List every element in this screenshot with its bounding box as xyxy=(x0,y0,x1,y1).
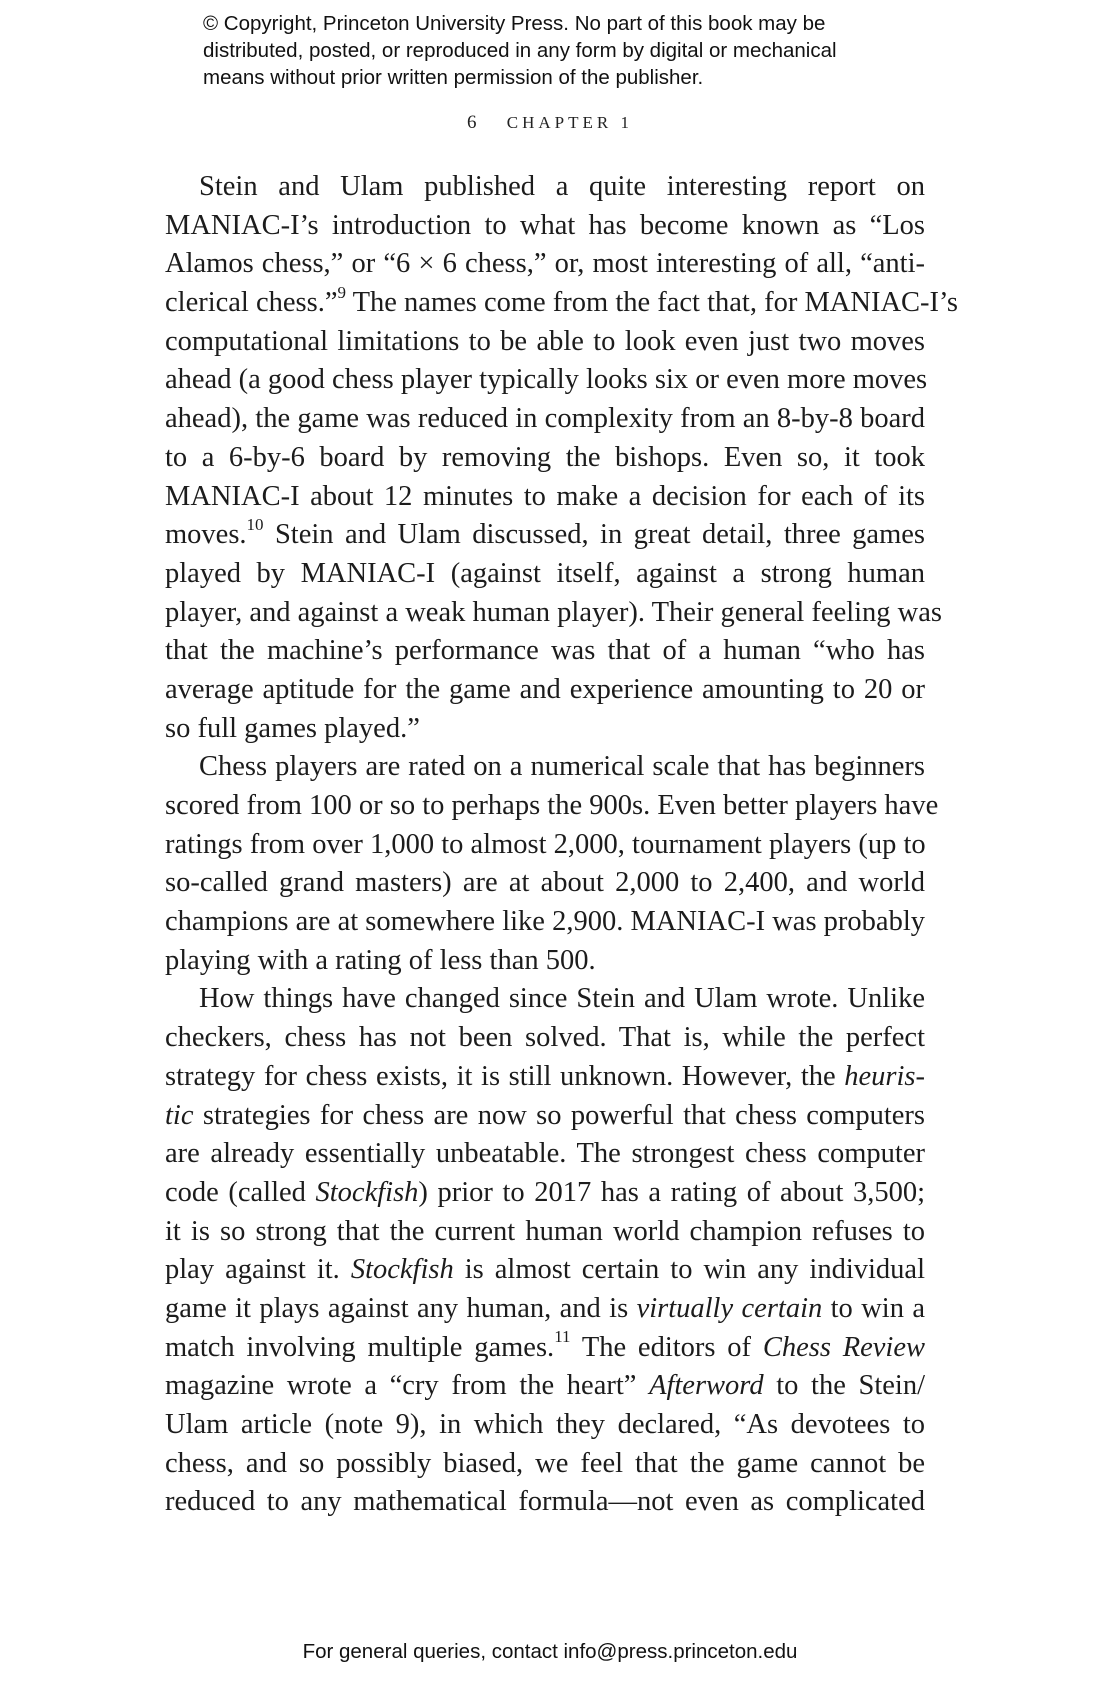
text-line xyxy=(165,1174,925,1213)
text-line xyxy=(165,1445,925,1484)
text-line xyxy=(165,903,925,942)
italic-text: virtually certain xyxy=(636,1292,823,1324)
text-run: that the machine’s performance was that of a human “who has xyxy=(165,635,925,667)
text-line xyxy=(165,826,925,865)
text-run: ahead (a good chess player typically looks six or even more moves xyxy=(165,364,928,396)
copyright-notice xyxy=(203,10,923,91)
text-run: play against it. xyxy=(165,1254,351,1286)
text-run: Ulam article (note 9), in which they declared, “As devotees to xyxy=(165,1409,925,1440)
text-line xyxy=(165,1019,925,1058)
text-line xyxy=(165,864,925,903)
copyright-line: © Copyright, Princeton University Press. No part of this book may be xyxy=(203,12,826,35)
text-run: Chess players are rated on a numerical scale that has beginners xyxy=(199,751,925,783)
copyright-line: means without prior written permission of the publisher. xyxy=(203,66,704,89)
text-run: strategy for chess exists, it is still unknown. However, the xyxy=(165,1060,845,1092)
text-run: checkers, chess has not been solved. That is, while the perfect xyxy=(165,1022,925,1054)
text-line xyxy=(165,748,925,787)
text-line xyxy=(165,1483,925,1522)
text-run: The names come from the fact that, for MANIAC-I’s xyxy=(345,287,959,319)
text-line xyxy=(165,1251,925,1290)
text-line xyxy=(165,710,925,749)
text-run: are already essentially unbeatable. The strongest chess computer xyxy=(165,1138,925,1170)
text-run: ratings from over 1,000 to almost 2,000, tournament players (up to xyxy=(165,828,926,860)
text-line xyxy=(165,671,925,710)
text-line xyxy=(165,787,939,826)
text-run: champions are at somewhere like 2,900. MANIAC-I was probably xyxy=(165,906,925,938)
chapter-title: CHAPTER 1 xyxy=(506,113,633,132)
text-run: it is so strong that the current human world champion refuses to xyxy=(165,1215,925,1247)
text-run: is almost certain to win any individual xyxy=(453,1254,925,1286)
text-run: average aptitude for the game and experience amounting to 20 or xyxy=(165,673,925,705)
text-line xyxy=(165,942,925,981)
text-run: Stein and Ulam discussed, in great detail, three games xyxy=(263,519,925,551)
text-run: reduced to any mathematical formula—not even as complicated xyxy=(165,1486,925,1518)
footnote-ref: 9 xyxy=(337,282,346,302)
text-run: computational limitations to be able to look even just two moves xyxy=(165,325,925,357)
italic-text: Afterword xyxy=(649,1370,764,1402)
text-line xyxy=(165,207,925,246)
text-run: Alamos chess,” or “6 × 6 chess,” or, most interesting of all, “anti- xyxy=(165,248,925,280)
text-run: ) prior to 2017 has a rating of about 3,500; xyxy=(418,1176,926,1208)
text-line xyxy=(165,168,925,207)
text-run: MANIAC-I’s introduction to what has become known as “Los xyxy=(165,209,925,241)
text-line xyxy=(165,400,925,439)
text-run: match involving multiple games. xyxy=(165,1331,555,1363)
footnote-ref: 11 xyxy=(554,1327,571,1347)
italic-text: Chess Review xyxy=(762,1331,925,1363)
text-line xyxy=(165,1097,925,1136)
text-run: playing with a rating of less than 500. xyxy=(165,944,596,976)
text-line xyxy=(165,1290,925,1329)
text-run: game it plays against any human, and is xyxy=(165,1292,637,1324)
text-line xyxy=(165,632,925,671)
running-head xyxy=(0,112,1100,134)
footer-contact: For general queries, contact info@press.princeton.edu xyxy=(302,1640,798,1663)
text-run: moves. xyxy=(165,519,247,551)
text-run: scored from 100 or so to perhaps the 900s. Even better players have xyxy=(165,790,939,821)
text-line xyxy=(165,323,925,362)
text-run: strategies for chess are now so powerful that chess computers xyxy=(193,1099,925,1131)
italic-text: heuris- xyxy=(844,1060,925,1092)
text-run: played by MANIAC-I (against itself, against a strong human xyxy=(165,557,925,589)
text-line xyxy=(165,478,925,517)
text-run: ahead), the game was reduced in complexity from an 8-by-8 board xyxy=(165,403,925,435)
text-run: so full games played.” xyxy=(165,712,420,744)
text-run: How things have changed since Stein and Ulam wrote. Unlike xyxy=(199,983,925,1015)
text-run: MANIAC-I about 12 minutes to make a decision for each of its xyxy=(165,480,925,512)
text-run: so-called grand masters) are at about 2,000 to 2,400, and world xyxy=(165,867,925,899)
text-run: chess, and so possibly biased, we feel that the game cannot be xyxy=(165,1447,925,1479)
text-run: to the Stein/ xyxy=(763,1370,925,1402)
text-run: The editors of xyxy=(570,1331,763,1363)
text-line xyxy=(165,439,925,478)
text-line xyxy=(165,594,943,633)
italic-text: Stockfish xyxy=(350,1254,454,1286)
text-run: Stein and Ulam published a quite interesting report on xyxy=(199,171,925,202)
text-run: to a 6-by-6 board by removing the bishops. Even so, it took xyxy=(165,441,925,473)
italic-text: tic xyxy=(165,1099,194,1131)
italic-text: Stockfish xyxy=(315,1176,419,1208)
text-line xyxy=(165,282,959,323)
copyright-line: distributed, posted, or reproduced in any form by digital or mechanical xyxy=(203,39,837,62)
text-line xyxy=(165,516,925,555)
text-line xyxy=(165,555,925,594)
text-line xyxy=(165,1213,925,1252)
text-run: clerical chess.” xyxy=(165,287,338,319)
text-line xyxy=(165,1058,925,1097)
text-line xyxy=(165,1367,925,1406)
text-line xyxy=(165,361,928,400)
body-text xyxy=(165,168,959,1522)
text-line xyxy=(165,245,925,284)
text-run: magazine wrote a “cry from the heart” xyxy=(165,1370,650,1402)
footnote-ref: 10 xyxy=(246,514,264,534)
text-run: code (called xyxy=(165,1176,316,1208)
text-run: player, and against a weak human player). Their general feeling was xyxy=(165,596,943,628)
text-line xyxy=(165,980,925,1019)
text-line xyxy=(165,1329,925,1368)
text-run: to win a xyxy=(822,1292,925,1324)
text-line xyxy=(165,1406,925,1445)
text-line xyxy=(165,1135,925,1174)
page-number: 6 xyxy=(467,112,477,133)
